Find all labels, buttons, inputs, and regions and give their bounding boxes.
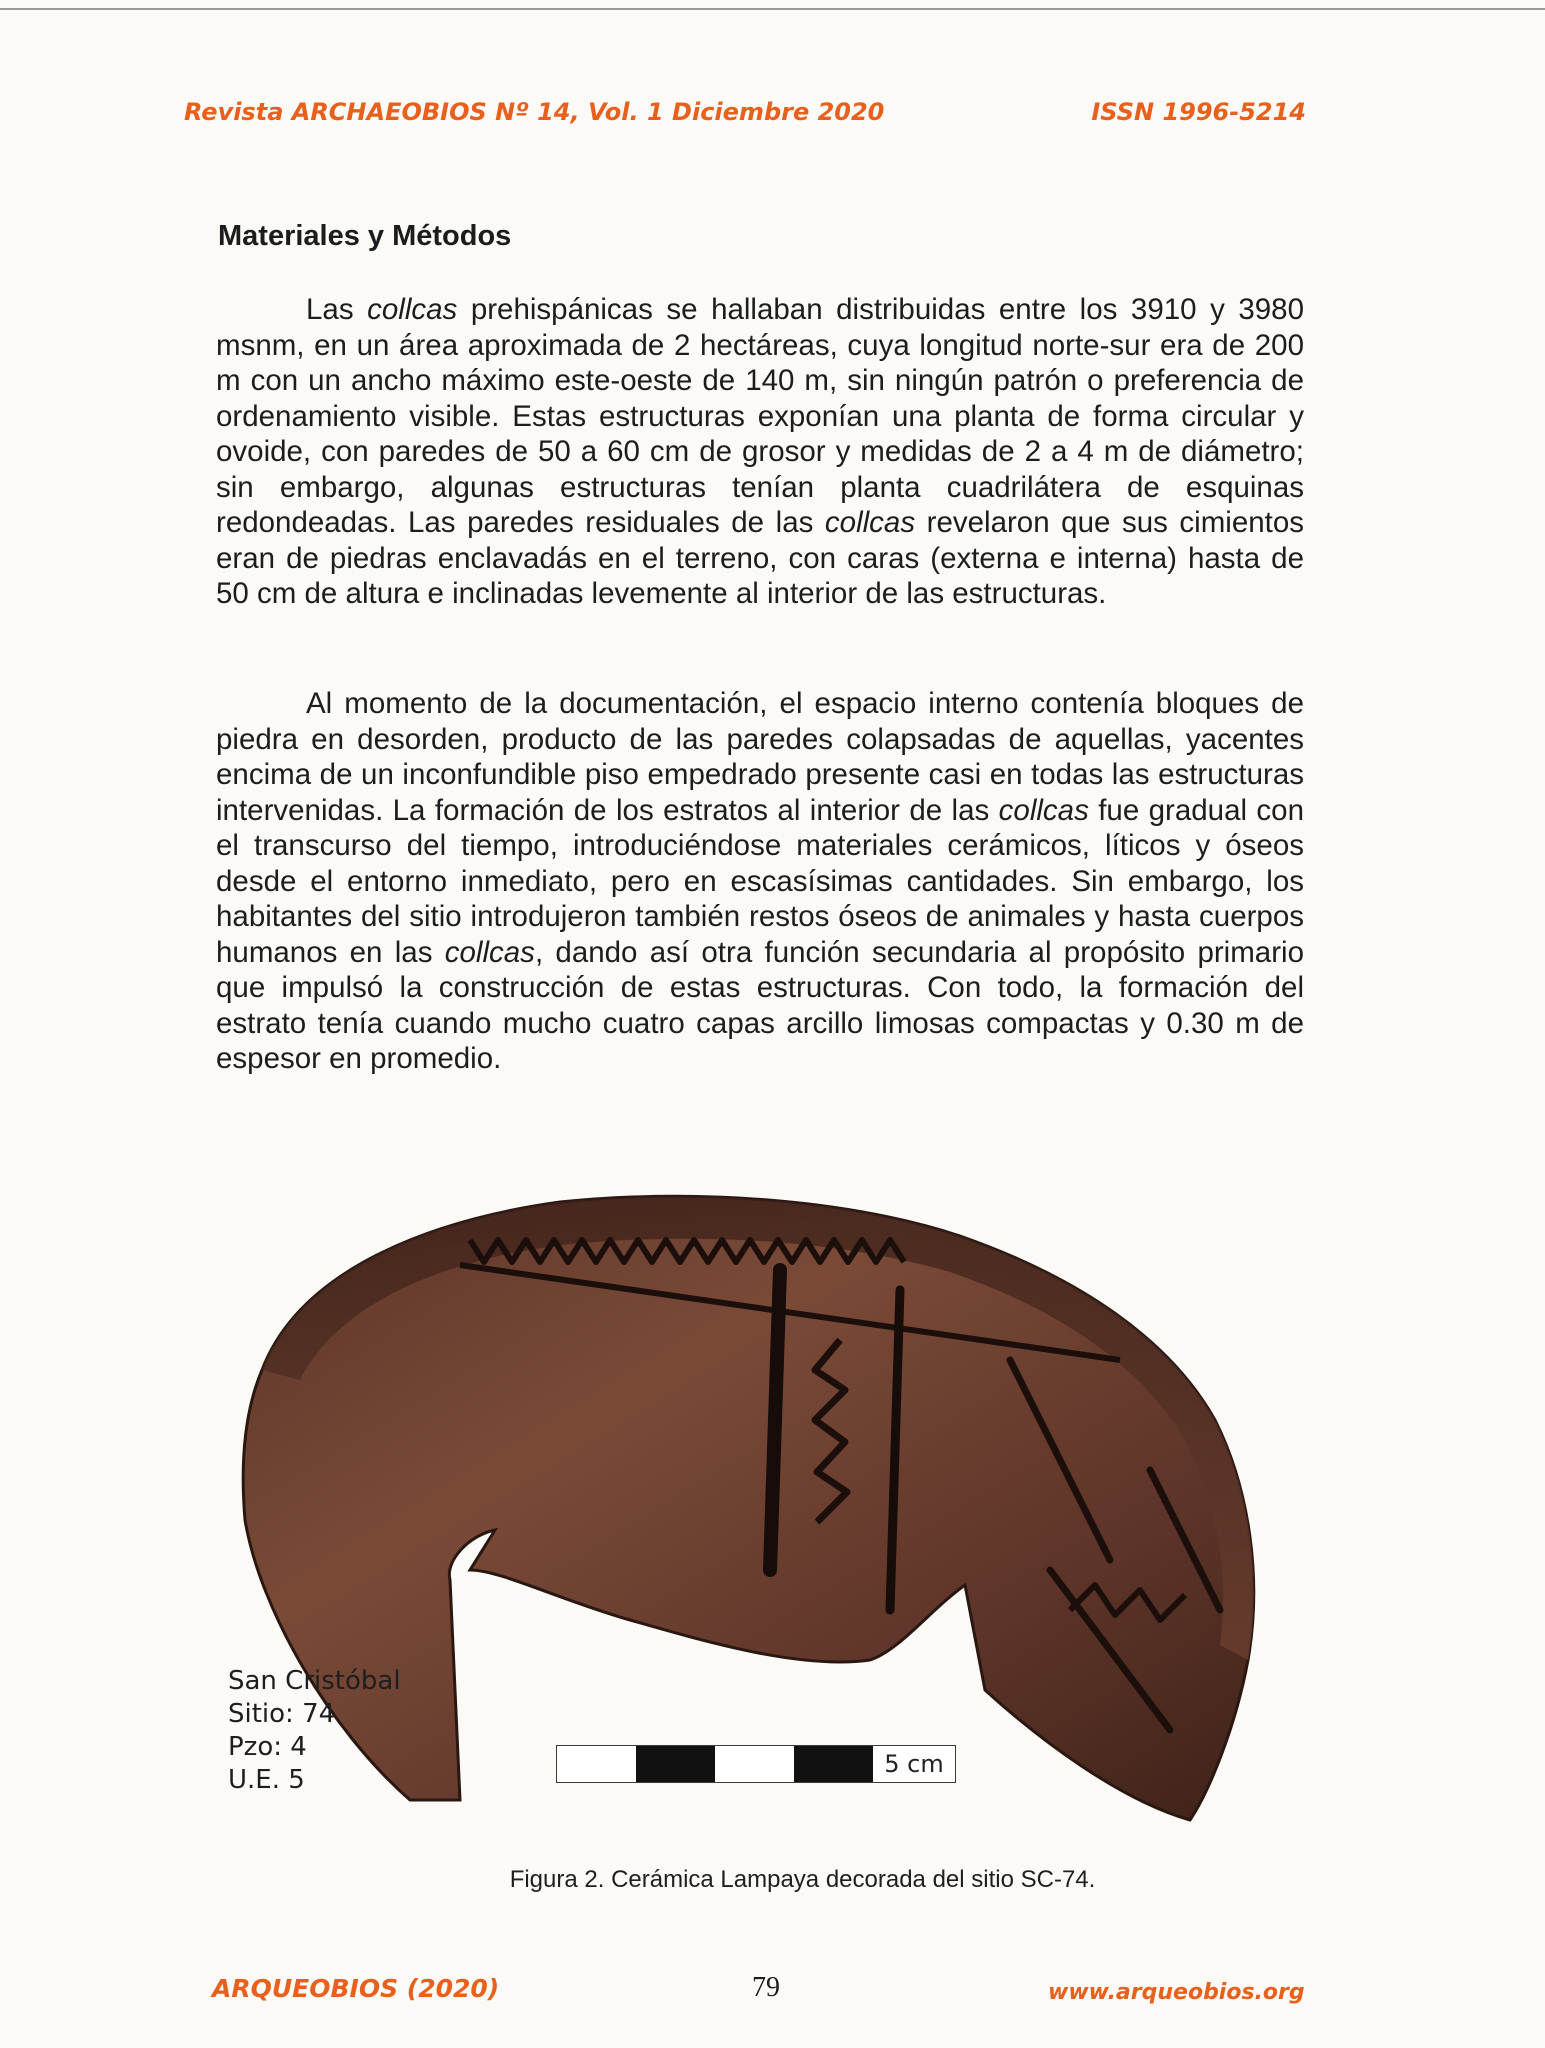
label-site-number: Sitio: 74 xyxy=(228,1699,336,1729)
p2-term-collcas-2: collcas xyxy=(444,935,535,969)
issn: ISSN 1996-5214 xyxy=(1091,98,1306,126)
scale-segment-white-1 xyxy=(557,1746,636,1782)
section-title: Materiales y Métodos xyxy=(218,220,512,252)
p2-text-b: fue gradual con el transcurso del tiempo, introduciéndose materiales cerámicos, líticos y óseos desde el entorno inmediato, pero en escasísimas cantidades. Sin embargo, los habitantes del sitio introdujeron también restos óseos de animales y hasta cuerpos humanos en las xyxy=(216,793,1304,969)
scale-segment-white-2 xyxy=(715,1746,794,1782)
p2-term-collcas-1: collcas xyxy=(998,793,1089,827)
label-pit: Pzo: 4 xyxy=(228,1732,307,1762)
p1-term-collcas-1: collcas xyxy=(367,293,458,326)
footer-website: www.arqueobios.org xyxy=(1048,1980,1305,2005)
scale-label: 5 cm xyxy=(873,1746,955,1782)
footer-journal: ARQUEOBIOS (2020) xyxy=(212,1974,500,2003)
p1-term-collcas-2: collcas xyxy=(824,506,916,539)
painted-vertical-bar-1 xyxy=(770,1270,780,1570)
p2-text-c: , dando así otra función secundaria al propósito primario que impulsó la construcción de estas estructuras. Con todo, la formación del estrato tenía cuando mucho cuatro capas arcillo limosas compactas y 0.30 m de espesor en promedio. xyxy=(216,935,1305,1075)
label-site-name: San Cristóbal xyxy=(228,1666,401,1696)
label-unit: U.E. 5 xyxy=(228,1765,305,1795)
page-number: 79 xyxy=(752,1972,780,2003)
p1-text-b: prehispánicas se hallaban distribuidas entre los 3910 y 3980 msnm, en un área aproximada de 2 hectáreas, cuya longitud norte-sur era de 200 m con un ancho máximo este-oeste de 140 m, sin ningún patrón o preferencia de ordenamiento visible. Estas estructuras exponían una planta de forma circular y ovoide, con paredes de 50 a 60 cm de grosor y medidas de 2 a 4 m de diámetro; sin embargo, algunas estructuras tenían planta cuadrilátera de esquinas redondeadas. Las paredes residuales de las xyxy=(216,293,1304,539)
paragraph-1 xyxy=(216,292,1304,612)
paragraph-2 xyxy=(216,686,1304,1077)
p1-text-c: revelaron que sus cimientos eran de piedras enclavadás en el terreno, con caras (externa e interna) hasta de 50 cm de altura e inclinadas levemente al interior de las estructuras. xyxy=(216,506,1304,610)
figure-caption: Figura 2. Cerámica Lampaya decorada del sitio SC-74. xyxy=(509,1866,1096,1893)
p2-text-a: Al momento de la documentación, el espacio interno contenía bloques de piedra en desorden, producto de las paredes colapsadas de aquellas, yacentes encima de un inconfundible piso empedrado presente casi en todas las estructuras intervenidas. La formación de los estratos al interior de las xyxy=(216,687,1304,827)
scan-edge-line xyxy=(0,8,1545,10)
p1-text-a: Las xyxy=(306,293,368,326)
scale-segment-black-1 xyxy=(636,1746,715,1782)
running-header xyxy=(184,98,1306,126)
journal-title: Revista ARCHAEOBIOS Nº 14, Vol. 1 Diciembre 2020 xyxy=(184,98,885,126)
scale-bar xyxy=(556,1745,956,1783)
specimen-label xyxy=(228,1665,401,1797)
scale-segment-black-2 xyxy=(794,1746,873,1782)
